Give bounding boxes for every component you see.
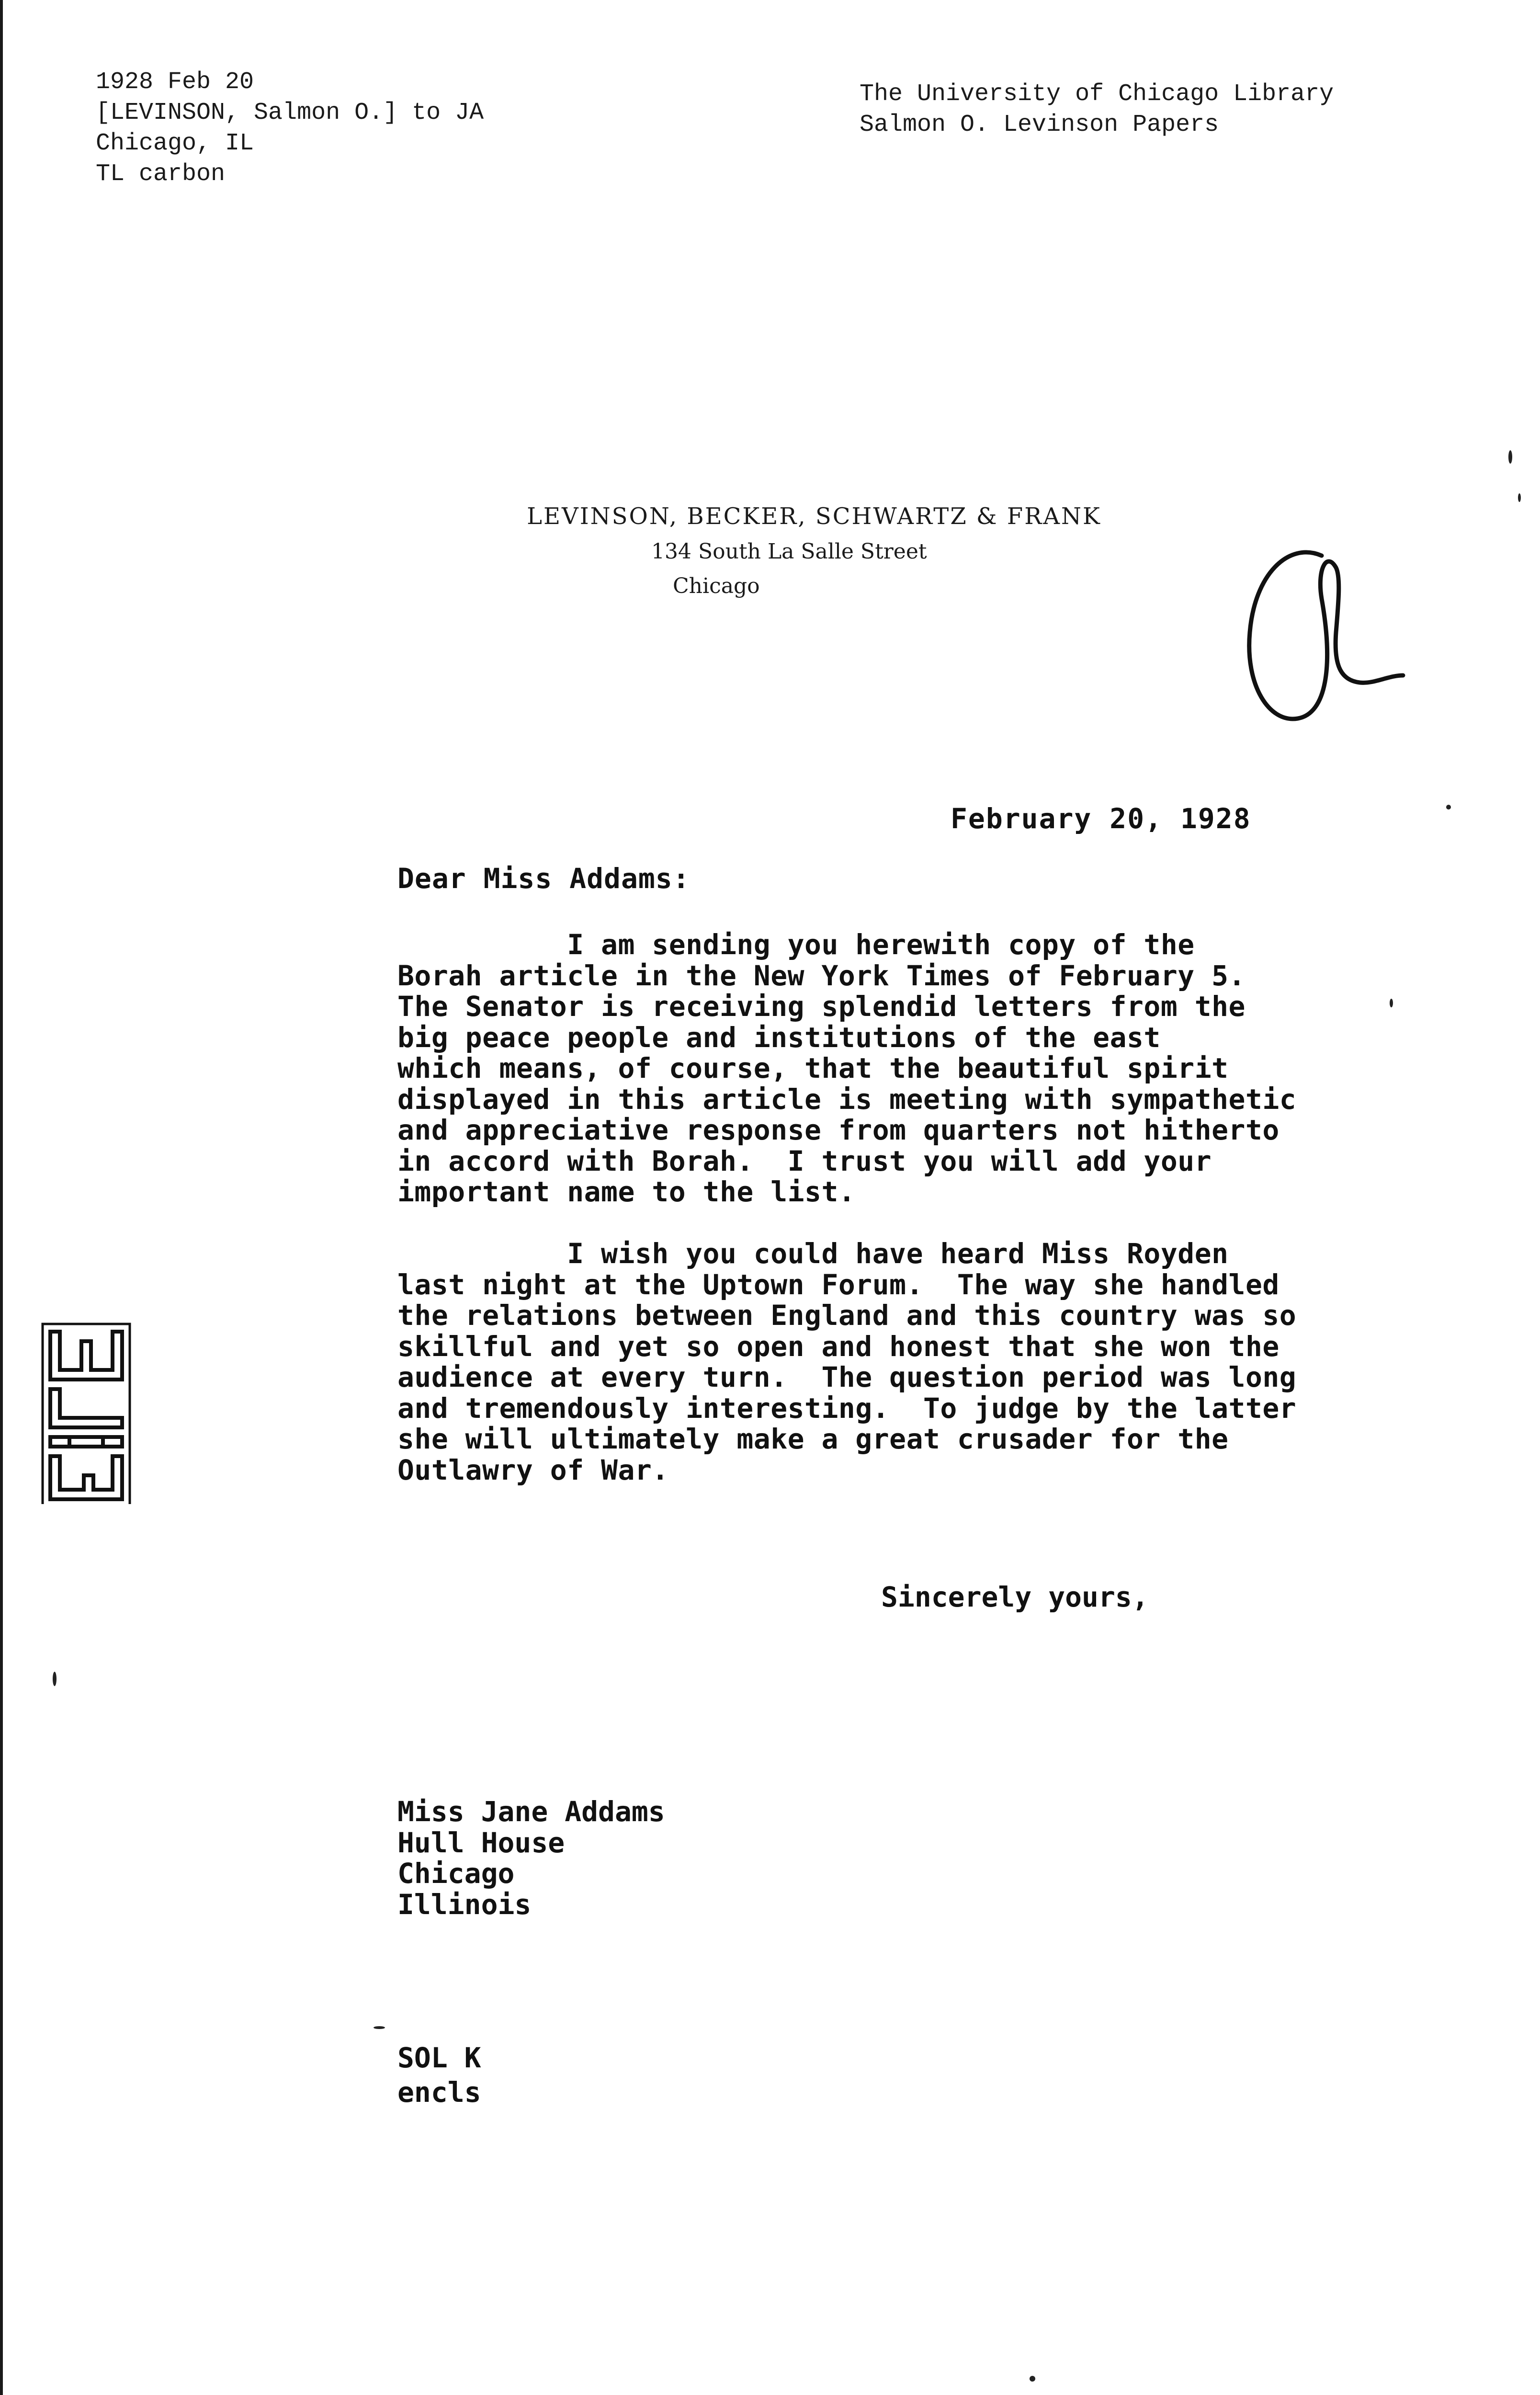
scan-speck bbox=[1030, 2376, 1035, 2382]
letterhead bbox=[479, 498, 1149, 604]
archive-source bbox=[860, 79, 1334, 140]
scan-speck bbox=[1508, 450, 1512, 464]
letterhead-firm: LEVINSON, BECKER, SCHWARTZ & FRANK bbox=[527, 503, 1101, 530]
archive-collection: Salmon O. Levinson Papers bbox=[860, 111, 1219, 138]
letter-date: February 20, 1928 bbox=[951, 802, 1251, 835]
body-line: audience at every turn. The question period was long bbox=[397, 1361, 1297, 1393]
scan-speck bbox=[1390, 999, 1393, 1007]
body-paragraph-1 bbox=[397, 929, 1296, 1208]
scan-speck bbox=[53, 1672, 57, 1686]
recipient-state: Illinois bbox=[397, 1888, 532, 1921]
body-line: displayed in this article is meeting with sympathetic bbox=[397, 1083, 1297, 1116]
enclosure-note: encls bbox=[397, 2076, 481, 2109]
complimentary-close: Sincerely yours, bbox=[881, 1581, 1149, 1613]
body-paragraph-2 bbox=[397, 1238, 1296, 1485]
catalog-correspondents: [LEVINSON, Salmon O.] to JA bbox=[96, 99, 484, 126]
recipient-address bbox=[397, 1796, 665, 1920]
body-line: Borah article in the New York Times of February 5. bbox=[397, 959, 1246, 992]
body-line: I wish you could have heard Miss Royden bbox=[397, 1237, 1229, 1270]
body-line: important name to the list. bbox=[397, 1175, 856, 1208]
body-line: Outlawry of War. bbox=[397, 1453, 669, 1486]
body-line: I am sending you herewith copy of the bbox=[397, 928, 1195, 961]
reference-initials bbox=[397, 2041, 481, 2110]
scan-speck bbox=[1446, 805, 1451, 810]
body-line: the relations between England and this country was so bbox=[397, 1299, 1297, 1332]
salutation: Dear Miss Addams: bbox=[397, 862, 690, 895]
body-line: big peace people and institutions of the east bbox=[397, 1021, 1161, 1054]
body-line: skillful and yet so open and honest that she won the bbox=[397, 1330, 1280, 1363]
catalog-format: TL carbon bbox=[96, 160, 226, 188]
letterhead-street: 134 South La Salle Street bbox=[651, 539, 927, 564]
catalog-date: 1928 Feb 20 bbox=[96, 68, 254, 96]
body-line: which means, of course, that the beautiful spirit bbox=[397, 1052, 1229, 1084]
body-line: and appreciative response from quarters not hitherto bbox=[397, 1114, 1280, 1146]
letterhead-city: Chicago bbox=[673, 574, 760, 598]
typist-initials: SOL K bbox=[397, 2041, 481, 2074]
recipient-name: Miss Jane Addams bbox=[397, 1795, 665, 1828]
body-line: she will ultimately make a great crusader for the bbox=[397, 1423, 1229, 1455]
catalog-note bbox=[96, 67, 484, 190]
handwritten-a-icon bbox=[1231, 522, 1413, 733]
body-line: and tremendously interesting. To judge by the latter bbox=[397, 1391, 1297, 1425]
file-stamp-icon bbox=[41, 1293, 165, 1504]
recipient-org: Hull House bbox=[397, 1826, 565, 1859]
archive-library: The University of Chicago Library bbox=[860, 80, 1334, 108]
body-line: The Senator is receiving splendid letters from the bbox=[397, 990, 1246, 1023]
scan-speck bbox=[1518, 493, 1521, 502]
body-line: last night at the Uptown Forum. The way she handled bbox=[397, 1268, 1280, 1301]
body-line: in accord with Borah. I trust you will add your bbox=[397, 1144, 1212, 1177]
recipient-city: Chicago bbox=[397, 1857, 515, 1890]
scan-speck bbox=[374, 2026, 385, 2029]
catalog-place: Chicago, IL bbox=[96, 130, 254, 157]
